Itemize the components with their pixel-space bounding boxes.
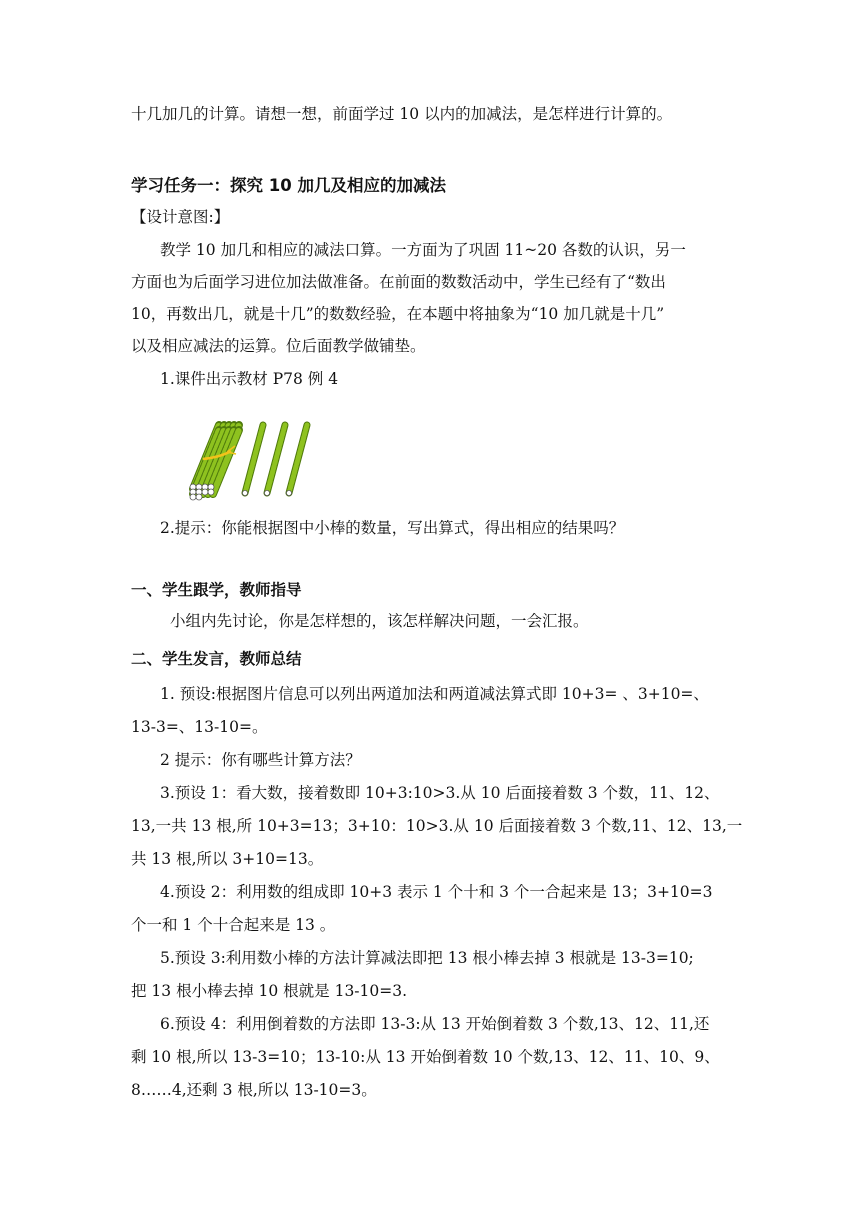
paragraph-line: 2 提示：你有哪些计算方法？ bbox=[160, 751, 361, 769]
paragraph-line: 6.预设 4：利用倒着数的方法即 13-3:从 13 开始倒着数 3 个数,13、12、11,还 bbox=[160, 1015, 710, 1033]
step-text: 1.课件出示教材 P78 例 4 bbox=[160, 370, 339, 388]
stick-end bbox=[208, 489, 214, 495]
single-sticks bbox=[242, 425, 307, 496]
section-title: 一、学生跟学，教师指导 bbox=[131, 581, 302, 599]
stick-end bbox=[196, 494, 202, 500]
stick-bundle bbox=[190, 425, 239, 500]
paragraph-line: 剩 10 根,所以 13-3=10；13-10:从 13 开始倒着数 10 个数,13、12、11、10、9、 bbox=[131, 1048, 720, 1066]
paragraph-line: 共 13 根,所以 3+10=13。 bbox=[131, 850, 324, 868]
stick-end bbox=[202, 489, 208, 495]
paragraph-line: 13-3=、13-10=。 bbox=[131, 718, 268, 736]
sticks-illustration bbox=[183, 419, 323, 501]
section-title: 二、学生发言，教师总结 bbox=[131, 650, 302, 668]
task1-title: 学习任务一：探究 10 加几及相应的加减法 bbox=[131, 176, 446, 195]
design-text-line: 教学 10 加几和相应的减法口算。一方面为了巩固 11~20 各数的认识，另一 bbox=[160, 241, 686, 259]
design-text-line: 以及相应减法的运算。位后面教学做铺垫。 bbox=[131, 337, 426, 355]
single-stick-texture bbox=[267, 425, 285, 493]
single-stick-texture bbox=[245, 425, 263, 493]
stick-end bbox=[264, 490, 269, 495]
paragraph-line: 把 13 根小棒去掉 10 根就是 13-10=3. bbox=[131, 982, 408, 1000]
paragraph-line: 5.预设 3:利用数小棒的方法计算减法即把 13 根小棒去掉 3 根就是 13-3=10; bbox=[160, 949, 694, 967]
design-intent-label: 【设计意图:】 bbox=[131, 208, 230, 226]
paragraph-line: 1. 预设:根据图片信息可以列出两道加法和两道减法算式即 10+3= 、3+10=、 bbox=[160, 685, 709, 703]
stick-end bbox=[286, 490, 291, 495]
stick-end bbox=[242, 490, 247, 495]
paragraph-line: 13,一共 13 根,所 10+3=13；3+10：10>3.从 10 后面接着数 3 个数,11、12、13,一 bbox=[131, 817, 743, 835]
stick-end bbox=[190, 494, 196, 500]
paragraph-line: 3.预设 1：看大数，接着数即 10+3:10>3.从 10 后面接着数 3 个数，11、12、 bbox=[160, 784, 720, 802]
step-text: 2.提示：你能根据图中小棒的数量，写出算式，得出相应的结果吗？ bbox=[160, 519, 625, 537]
design-text-line: 方面也为后面学习进位加法做准备。在前面的数数活动中，学生已经有了“数出 bbox=[131, 273, 666, 291]
intro-line: 十几加几的计算。请想一想，前面学过 10 以内的加减法，是怎样进行计算的。 bbox=[131, 105, 673, 123]
paragraph-line: 4.预设 2：利用数的组成即 10+3 表示 1 个十和 3 个一合起来是 13；3+10=3 bbox=[160, 883, 713, 901]
paragraph-line: 8……4,还剩 3 根,所以 13-10=3。 bbox=[131, 1081, 377, 1099]
single-stick-texture bbox=[289, 425, 307, 493]
section-text: 小组内先讨论，你是怎样想的，该怎样解决问题，一会汇报。 bbox=[170, 612, 589, 630]
paragraph-line: 个一和 1 个十合起来是 13 。 bbox=[131, 916, 336, 934]
design-text-line: 10，再数出几，就是十几”的数数经验，在本题中将抽象为“10 加几就是十几” bbox=[131, 305, 665, 323]
